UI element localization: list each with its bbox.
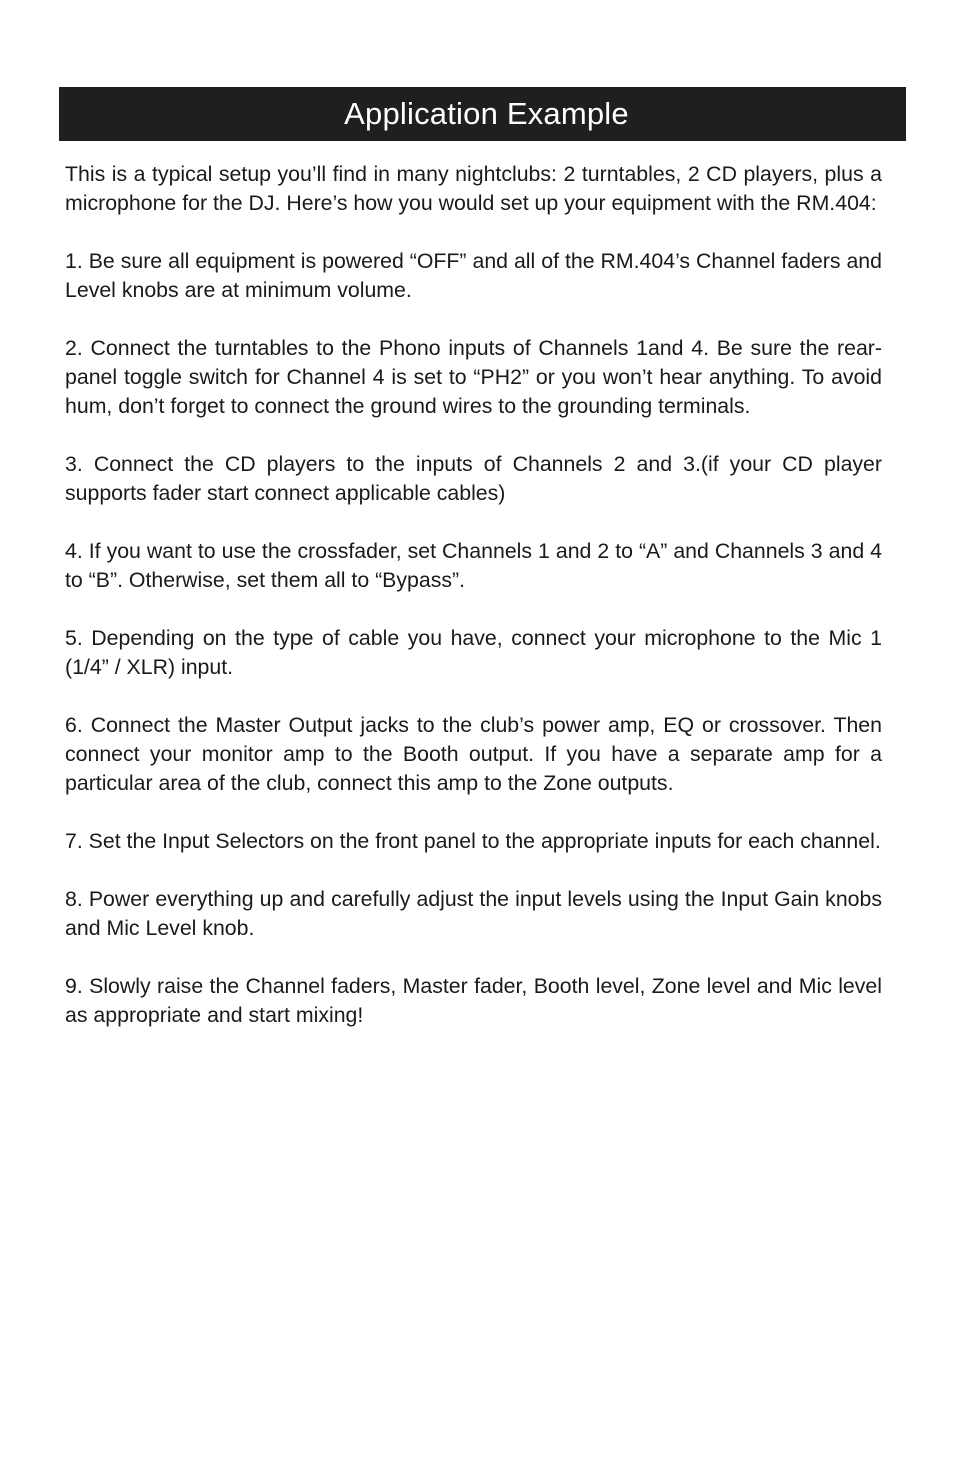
step-1: 1. Be sure all equipment is powered “OFF” and all of the RM.404’s Channel faders and Level knobs are at minimum volume. (65, 249, 882, 302)
step-9: 9. Slowly raise the Channel faders, Master fader, Booth level, Zone level and Mic level as appropriate and start mixing! (65, 974, 882, 1027)
page-title: Application Example (344, 96, 629, 131)
intro-paragraph: This is a typical setup you’ll find in many nightclubs: 2 turntables, 2 CD players, plus a microphone for the DJ. Here’s how you would set up your equipment with the RM.404: (65, 162, 882, 215)
step-5: 5. Depending on the type of cable you have, connect your microphone to the Mic 1 (1/4” / XLR) input. (65, 626, 882, 679)
step-6: 6. Connect the Master Output jacks to the club’s power amp, EQ or crossover. Then connect your monitor amp to the Booth output. If you have a separate amp for a particular area of the club, connect this amp to the Zone outputs. (65, 713, 882, 795)
step-8: 8. Power everything up and carefully adjust the input levels using the Input Gain knobs and Mic Level knob. (65, 887, 882, 940)
title-bar (59, 87, 906, 141)
step-7: 7. Set the Input Selectors on the front panel to the appropriate inputs for each channel. (65, 829, 881, 853)
step-2: 2. Connect the turntables to the Phono inputs of Channels 1and 4. Be sure the rear-panel toggle switch for Channel 4 is set to “PH2” or you won’t hear anything. To avoid hum, don’t forget to connect the ground wires to the grounding terminals. (65, 336, 882, 418)
step-3: 3. Connect the CD players to the inputs of Channels 2 and 3.(if your CD player supports fader start connect applicable cables) (65, 452, 882, 505)
step-4: 4. If you want to use the crossfader, set Channels 1 and 2 to “A” and Channels 3 and 4 to “B”. Otherwise, set them all to “Bypass”. (65, 539, 882, 592)
document-body (65, 160, 882, 1059)
